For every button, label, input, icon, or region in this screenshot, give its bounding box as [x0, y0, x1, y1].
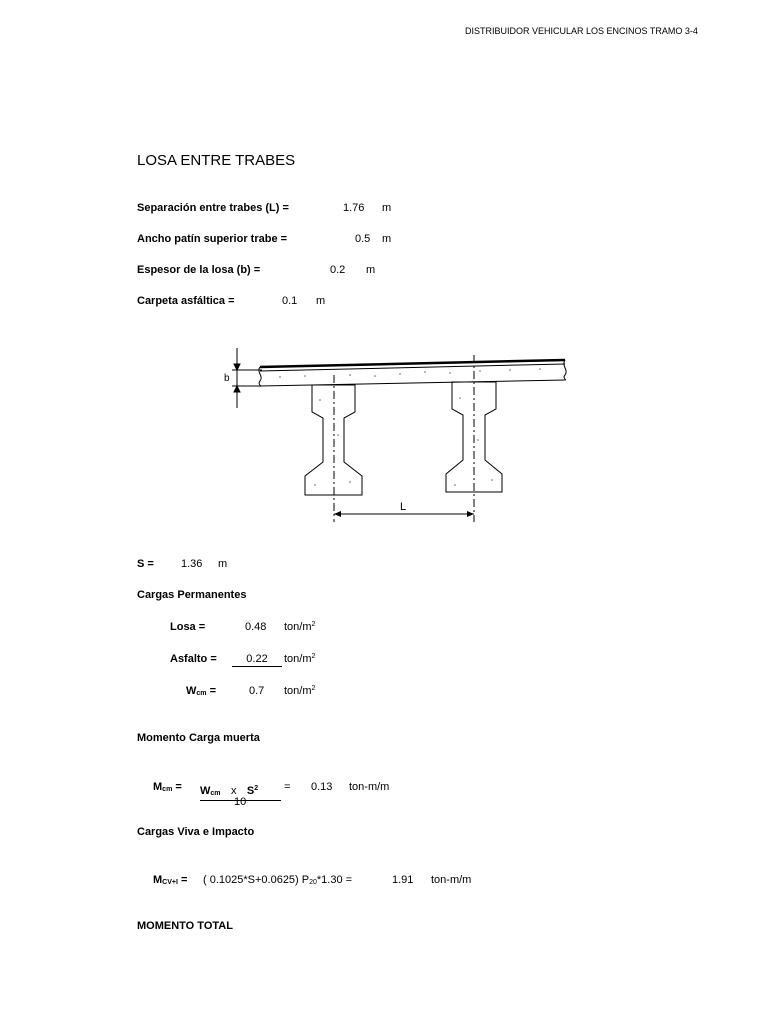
s-label: S = [137, 558, 154, 570]
mcvi-label: MCV+I = [153, 874, 188, 886]
s-unit: m [218, 558, 228, 570]
asfalto-label: Asfalto = [170, 653, 217, 665]
wcm-value: 0.7 [249, 685, 265, 697]
param-label-espesor: Espesor de la losa (b) = [137, 264, 261, 276]
document-header: DISTRIBUIDOR VEHICULAR LOS ENCINOS TRAMO 3-4 [465, 26, 698, 36]
b-label: b [224, 373, 230, 384]
param-value-separacion: 1.76 [343, 202, 365, 214]
mcm-equals: = [284, 781, 291, 793]
mcm-unit: ton-m/m [349, 781, 390, 793]
param-unit-espesor: m [366, 264, 376, 276]
param-label-ancho: Ancho patín superior trabe = [137, 233, 288, 245]
L-label: L [400, 501, 407, 513]
asfalto-unit: ton/$m^2$ [284, 653, 316, 665]
asfalto-value: 0.22 [232, 653, 282, 667]
mcm-value: 0.13 [311, 781, 333, 793]
param-label-separacion: Separación entre trabes (L) = [137, 202, 289, 214]
param-unit-separacion: m [382, 202, 392, 214]
param-label-carpeta: Carpeta asfáltica = [137, 295, 235, 307]
losa-unit: ton/$m^2$ [284, 621, 316, 633]
param-value-espesor: 0.2 [330, 264, 346, 276]
mcm-denominator: 10 [234, 796, 247, 808]
momento-carga-muerta-heading: Momento Carga muerta [137, 732, 260, 744]
mcm-label: Mcm = [153, 781, 182, 793]
slab-bottom-line [260, 380, 565, 386]
mcvi-value: 1.91 [392, 874, 414, 886]
slab-girder-diagram [210, 340, 580, 530]
param-value-carpeta: 0.1 [282, 295, 298, 307]
param-unit-carpeta: m [316, 295, 326, 307]
mcvi-unit: ton-m/m [431, 874, 472, 886]
param-unit-ancho: m [382, 233, 392, 245]
param-value-ancho: 0.5 [355, 233, 371, 245]
slab-right-break [564, 360, 566, 380]
page-title: LOSA ENTRE TRABES [137, 152, 296, 169]
cargas-permanentes-heading: Cargas Permanentes [137, 589, 247, 601]
wcm-label: Wcm = [186, 685, 217, 697]
wcm-unit: ton/$m^2$ [284, 685, 316, 697]
mcm-numerator: Wcm x $S^2$ [200, 781, 281, 801]
asphalt-top-line [260, 360, 565, 367]
s-value: 1.36 [181, 558, 203, 570]
mcvi-formula: ( 0.1025*S+0.0625) P20*1.30 = [203, 874, 353, 886]
cargas-viva-heading: Cargas Viva e Impacto [137, 826, 255, 838]
losa-label: Losa = [170, 621, 206, 633]
momento-total-heading: MOMENTO TOTAL [137, 920, 233, 932]
losa-value: 0.48 [245, 621, 267, 633]
